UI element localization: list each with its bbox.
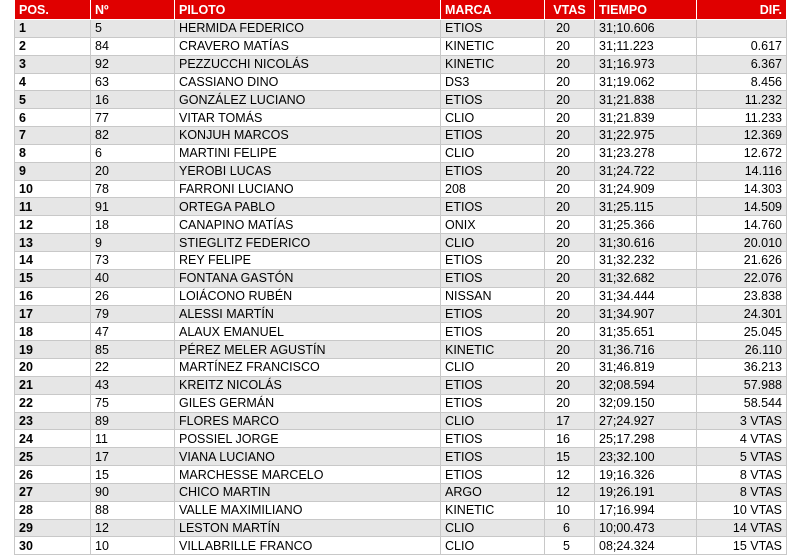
- cell-dif: 15 VTAS: [697, 537, 787, 555]
- cell-pos: 6: [15, 109, 91, 127]
- cell-piloto: HERMIDA FEDERICO: [175, 20, 441, 38]
- cell-marca: CLIO: [441, 412, 545, 430]
- cell-marca: ETIOS: [441, 448, 545, 466]
- cell-vtas: 20: [545, 269, 595, 287]
- cell-tiempo: 31;19.062: [595, 73, 697, 91]
- cell-piloto: MARTINI FELIPE: [175, 144, 441, 162]
- cell-pos: 11: [15, 198, 91, 216]
- cell-piloto: FONTANA GASTÓN: [175, 269, 441, 287]
- cell-marca: ETIOS: [441, 430, 545, 448]
- cell-piloto: VIANA LUCIANO: [175, 448, 441, 466]
- cell-vtas: 10: [545, 501, 595, 519]
- header-row: [15, 0, 787, 20]
- cell-tiempo: 31;32.682: [595, 269, 697, 287]
- cell-vtas: 20: [545, 73, 595, 91]
- cell-vtas: 20: [545, 394, 595, 412]
- cell-num: 5: [91, 20, 175, 38]
- cell-num: 16: [91, 91, 175, 109]
- table-row: [15, 359, 787, 377]
- cell-tiempo: 32;09.150: [595, 394, 697, 412]
- cell-piloto: MARTÍNEZ FRANCISCO: [175, 359, 441, 377]
- cell-piloto: PÉREZ MELER AGUSTÍN: [175, 341, 441, 359]
- cell-dif: 10 VTAS: [697, 501, 787, 519]
- cell-tiempo: 23;32.100: [595, 448, 697, 466]
- cell-vtas: 20: [545, 341, 595, 359]
- cell-vtas: 20: [545, 91, 595, 109]
- cell-dif: 0.617: [697, 37, 787, 55]
- cell-tiempo: 25;17.298: [595, 430, 697, 448]
- cell-tiempo: 31;24.722: [595, 162, 697, 180]
- cell-vtas: 20: [545, 287, 595, 305]
- cell-pos: 17: [15, 305, 91, 323]
- table-row: [15, 144, 787, 162]
- cell-vtas: 20: [545, 198, 595, 216]
- cell-vtas: 20: [545, 323, 595, 341]
- cell-num: 18: [91, 216, 175, 234]
- cell-pos: 8: [15, 144, 91, 162]
- cell-dif: 36.213: [697, 359, 787, 377]
- cell-tiempo: 31;34.444: [595, 287, 697, 305]
- table-row: [15, 483, 787, 501]
- header-vtas: VTAS: [545, 0, 595, 20]
- cell-num: 9: [91, 234, 175, 252]
- cell-piloto: CASSIANO DINO: [175, 73, 441, 91]
- table-row: [15, 234, 787, 252]
- cell-tiempo: 31;32.232: [595, 251, 697, 269]
- cell-marca: KINETIC: [441, 37, 545, 55]
- table-row: [15, 537, 787, 555]
- cell-marca: ARGO: [441, 483, 545, 501]
- table-row: [15, 55, 787, 73]
- cell-vtas: 17: [545, 412, 595, 430]
- header-marca: MARCA: [441, 0, 545, 20]
- cell-tiempo: 31;22.975: [595, 127, 697, 145]
- table-row: [15, 91, 787, 109]
- cell-piloto: CANAPINO MATÍAS: [175, 216, 441, 234]
- cell-pos: 29: [15, 519, 91, 537]
- cell-dif: 25.045: [697, 323, 787, 341]
- cell-marca: ETIOS: [441, 127, 545, 145]
- cell-dif: 12.672: [697, 144, 787, 162]
- cell-dif: 14.116: [697, 162, 787, 180]
- table-row: [15, 73, 787, 91]
- cell-marca: ETIOS: [441, 91, 545, 109]
- cell-num: 88: [91, 501, 175, 519]
- cell-pos: 18: [15, 323, 91, 341]
- cell-pos: 3: [15, 55, 91, 73]
- table-row: [15, 198, 787, 216]
- cell-marca: ETIOS: [441, 305, 545, 323]
- cell-pos: 15: [15, 269, 91, 287]
- cell-vtas: 20: [545, 109, 595, 127]
- header-pos: POS.: [15, 0, 91, 20]
- cell-marca: CLIO: [441, 234, 545, 252]
- cell-dif: 58.544: [697, 394, 787, 412]
- cell-num: 82: [91, 127, 175, 145]
- cell-dif: 11.232: [697, 91, 787, 109]
- cell-piloto: KREITZ NICOLÁS: [175, 376, 441, 394]
- cell-dif: 14.509: [697, 198, 787, 216]
- cell-tiempo: 31;23.278: [595, 144, 697, 162]
- cell-pos: 2: [15, 37, 91, 55]
- cell-pos: 9: [15, 162, 91, 180]
- header-num: Nº: [91, 0, 175, 20]
- cell-dif: 14.303: [697, 180, 787, 198]
- cell-dif: 57.988: [697, 376, 787, 394]
- cell-tiempo: 31;21.839: [595, 109, 697, 127]
- table-row: [15, 20, 787, 38]
- cell-num: 11: [91, 430, 175, 448]
- table-row: [15, 37, 787, 55]
- cell-dif: 8.456: [697, 73, 787, 91]
- cell-piloto: POSSIEL JORGE: [175, 430, 441, 448]
- cell-piloto: GILES GERMÁN: [175, 394, 441, 412]
- cell-num: 47: [91, 323, 175, 341]
- cell-pos: 1: [15, 20, 91, 38]
- table-row: [15, 305, 787, 323]
- cell-pos: 4: [15, 73, 91, 91]
- cell-marca: ETIOS: [441, 20, 545, 38]
- cell-piloto: VALLE MAXIMILIANO: [175, 501, 441, 519]
- cell-num: 85: [91, 341, 175, 359]
- header-dif: DIF.: [697, 0, 787, 20]
- cell-vtas: 6: [545, 519, 595, 537]
- header-tiempo: TIEMPO: [595, 0, 697, 20]
- cell-piloto: LESTON MARTÍN: [175, 519, 441, 537]
- table-row: [15, 216, 787, 234]
- cell-tiempo: 31;21.838: [595, 91, 697, 109]
- cell-dif: 8 VTAS: [697, 483, 787, 501]
- cell-piloto: STIEGLITZ FEDERICO: [175, 234, 441, 252]
- cell-piloto: FARRONI LUCIANO: [175, 180, 441, 198]
- cell-vtas: 20: [545, 251, 595, 269]
- cell-marca: ETIOS: [441, 394, 545, 412]
- cell-dif: 11.233: [697, 109, 787, 127]
- cell-vtas: 20: [545, 162, 595, 180]
- cell-piloto: KONJUH MARCOS: [175, 127, 441, 145]
- table-row: [15, 376, 787, 394]
- cell-tiempo: 17;16.994: [595, 501, 697, 519]
- cell-pos: 21: [15, 376, 91, 394]
- cell-marca: ETIOS: [441, 323, 545, 341]
- cell-marca: KINETIC: [441, 55, 545, 73]
- cell-dif: 5 VTAS: [697, 448, 787, 466]
- cell-num: 17: [91, 448, 175, 466]
- cell-pos: 14: [15, 251, 91, 269]
- cell-num: 84: [91, 37, 175, 55]
- table-row: [15, 251, 787, 269]
- cell-pos: 28: [15, 501, 91, 519]
- table-row: [15, 519, 787, 537]
- header-piloto: PILOTO: [175, 0, 441, 20]
- cell-vtas: 20: [545, 20, 595, 38]
- cell-marca: KINETIC: [441, 341, 545, 359]
- table-row: [15, 466, 787, 484]
- cell-num: 40: [91, 269, 175, 287]
- cell-vtas: 20: [545, 37, 595, 55]
- table-row: [15, 162, 787, 180]
- cell-marca: DS3: [441, 73, 545, 91]
- results-table: [14, 0, 787, 555]
- table-row: [15, 501, 787, 519]
- cell-piloto: ALAUX EMANUEL: [175, 323, 441, 341]
- cell-num: 75: [91, 394, 175, 412]
- cell-vtas: 15: [545, 448, 595, 466]
- cell-tiempo: 31;35.651: [595, 323, 697, 341]
- table-row: [15, 180, 787, 198]
- cell-piloto: MARCHESSE MARCELO: [175, 466, 441, 484]
- cell-vtas: 20: [545, 55, 595, 73]
- cell-num: 22: [91, 359, 175, 377]
- cell-dif: 23.838: [697, 287, 787, 305]
- cell-pos: 19: [15, 341, 91, 359]
- cell-marca: ETIOS: [441, 198, 545, 216]
- cell-num: 91: [91, 198, 175, 216]
- cell-tiempo: 31;10.606: [595, 20, 697, 38]
- cell-dif: 24.301: [697, 305, 787, 323]
- results-table-container: [14, 0, 786, 555]
- cell-num: 92: [91, 55, 175, 73]
- cell-tiempo: 19;26.191: [595, 483, 697, 501]
- cell-tiempo: 32;08.594: [595, 376, 697, 394]
- cell-piloto: CRAVERO MATÍAS: [175, 37, 441, 55]
- results-body: [15, 20, 787, 555]
- cell-dif: 12.369: [697, 127, 787, 145]
- cell-vtas: 20: [545, 305, 595, 323]
- cell-piloto: GONZÁLEZ LUCIANO: [175, 91, 441, 109]
- cell-vtas: 20: [545, 180, 595, 198]
- cell-dif: 22.076: [697, 269, 787, 287]
- cell-num: 78: [91, 180, 175, 198]
- table-row: [15, 269, 787, 287]
- cell-tiempo: 31;24.909: [595, 180, 697, 198]
- cell-piloto: VILLABRILLE FRANCO: [175, 537, 441, 555]
- cell-vtas: 20: [545, 127, 595, 145]
- cell-vtas: 20: [545, 234, 595, 252]
- cell-piloto: ORTEGA PABLO: [175, 198, 441, 216]
- cell-num: 89: [91, 412, 175, 430]
- cell-dif: 26.110: [697, 341, 787, 359]
- cell-dif: 6.367: [697, 55, 787, 73]
- cell-piloto: VITAR TOMÁS: [175, 109, 441, 127]
- cell-pos: 10: [15, 180, 91, 198]
- cell-num: 15: [91, 466, 175, 484]
- cell-piloto: CHICO MARTIN: [175, 483, 441, 501]
- cell-pos: 24: [15, 430, 91, 448]
- cell-tiempo: 10;00.473: [595, 519, 697, 537]
- cell-marca: ETIOS: [441, 162, 545, 180]
- table-row: [15, 127, 787, 145]
- cell-marca: KINETIC: [441, 501, 545, 519]
- cell-marca: CLIO: [441, 144, 545, 162]
- cell-num: 90: [91, 483, 175, 501]
- cell-marca: ONIX: [441, 216, 545, 234]
- cell-piloto: REY FELIPE: [175, 251, 441, 269]
- cell-pos: 25: [15, 448, 91, 466]
- cell-dif: 8 VTAS: [697, 466, 787, 484]
- cell-piloto: LOIÁCONO RUBÉN: [175, 287, 441, 305]
- cell-marca: ETIOS: [441, 269, 545, 287]
- table-row: [15, 109, 787, 127]
- cell-num: 43: [91, 376, 175, 394]
- cell-marca: CLIO: [441, 519, 545, 537]
- cell-tiempo: 31;34.907: [595, 305, 697, 323]
- table-row: [15, 430, 787, 448]
- cell-pos: 26: [15, 466, 91, 484]
- table-row: [15, 412, 787, 430]
- cell-marca: CLIO: [441, 537, 545, 555]
- cell-dif: [697, 20, 787, 38]
- cell-num: 12: [91, 519, 175, 537]
- cell-vtas: 20: [545, 376, 595, 394]
- cell-tiempo: 31;16.973: [595, 55, 697, 73]
- table-row: [15, 394, 787, 412]
- cell-dif: 3 VTAS: [697, 412, 787, 430]
- cell-marca: ETIOS: [441, 376, 545, 394]
- cell-pos: 12: [15, 216, 91, 234]
- cell-piloto: YEROBI LUCAS: [175, 162, 441, 180]
- cell-marca: 208: [441, 180, 545, 198]
- cell-pos: 5: [15, 91, 91, 109]
- cell-tiempo: 31;25.115: [595, 198, 697, 216]
- cell-tiempo: 31;36.716: [595, 341, 697, 359]
- cell-pos: 13: [15, 234, 91, 252]
- cell-piloto: PEZZUCCHI NICOLÁS: [175, 55, 441, 73]
- cell-num: 20: [91, 162, 175, 180]
- cell-tiempo: 27;24.927: [595, 412, 697, 430]
- cell-vtas: 20: [545, 144, 595, 162]
- cell-vtas: 20: [545, 216, 595, 234]
- cell-tiempo: 31;11.223: [595, 37, 697, 55]
- cell-pos: 30: [15, 537, 91, 555]
- cell-tiempo: 19;16.326: [595, 466, 697, 484]
- cell-dif: 14.760: [697, 216, 787, 234]
- cell-vtas: 12: [545, 483, 595, 501]
- cell-vtas: 12: [545, 466, 595, 484]
- cell-vtas: 20: [545, 359, 595, 377]
- cell-marca: NISSAN: [441, 287, 545, 305]
- cell-marca: ETIOS: [441, 466, 545, 484]
- cell-dif: 20.010: [697, 234, 787, 252]
- cell-vtas: 16: [545, 430, 595, 448]
- cell-tiempo: 31;25.366: [595, 216, 697, 234]
- cell-pos: 7: [15, 127, 91, 145]
- table-row: [15, 287, 787, 305]
- cell-dif: 14 VTAS: [697, 519, 787, 537]
- table-row: [15, 448, 787, 466]
- cell-vtas: 5: [545, 537, 595, 555]
- cell-num: 6: [91, 144, 175, 162]
- table-row: [15, 323, 787, 341]
- cell-marca: CLIO: [441, 359, 545, 377]
- cell-tiempo: 08;24.324: [595, 537, 697, 555]
- cell-pos: 27: [15, 483, 91, 501]
- cell-num: 26: [91, 287, 175, 305]
- cell-pos: 23: [15, 412, 91, 430]
- cell-num: 77: [91, 109, 175, 127]
- cell-marca: ETIOS: [441, 251, 545, 269]
- cell-marca: CLIO: [441, 109, 545, 127]
- cell-num: 63: [91, 73, 175, 91]
- cell-pos: 22: [15, 394, 91, 412]
- cell-num: 10: [91, 537, 175, 555]
- cell-piloto: ALESSI MARTÍN: [175, 305, 441, 323]
- table-row: [15, 341, 787, 359]
- cell-tiempo: 31;30.616: [595, 234, 697, 252]
- cell-dif: 4 VTAS: [697, 430, 787, 448]
- cell-pos: 20: [15, 359, 91, 377]
- cell-num: 73: [91, 251, 175, 269]
- cell-piloto: FLORES MARCO: [175, 412, 441, 430]
- cell-tiempo: 31;46.819: [595, 359, 697, 377]
- cell-pos: 16: [15, 287, 91, 305]
- cell-dif: 21.626: [697, 251, 787, 269]
- cell-num: 79: [91, 305, 175, 323]
